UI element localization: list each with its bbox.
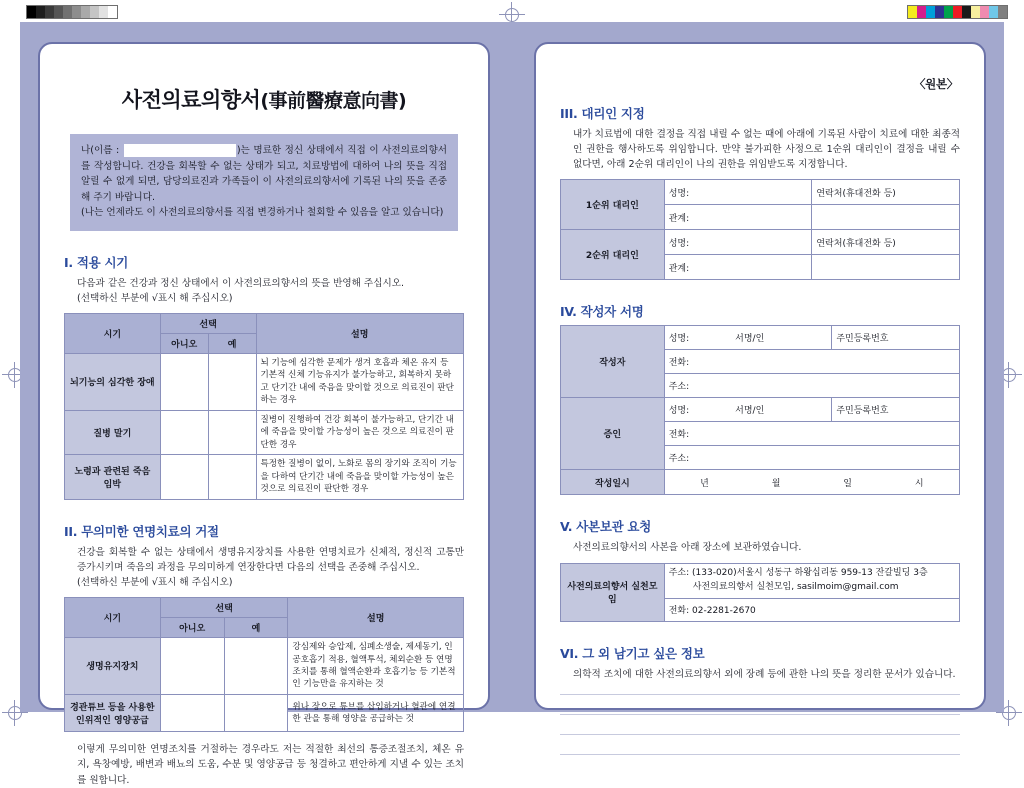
section-6-write-lines[interactable] [560,694,960,755]
date-unit-day: 일 [843,478,852,489]
checkbox-cell-no[interactable] [160,353,208,410]
row-label: 뇌기능의 심각한 장애 [65,353,161,410]
witness-signature-label: 서명/인 [735,406,765,417]
col-header-choice: 선택 [160,313,256,333]
table-row [561,326,960,350]
row-description: 특정한 질병이 없이, 노화로 몸의 장기와 조직이 기능을 다하여 단기간 내에 죽음을 맞이할 가능성이 높은 것으로 의료진이 판단한 경우 [256,455,464,499]
writer-signature-label: 서명/인 [735,334,765,345]
section-2-note-line-2: (선택하신 부분에 √표시 해 주십시오) [77,576,233,588]
organization-address [664,563,959,598]
section-6-note: 의학적 조치에 대한 사전의료의향서 외에 장례 등에 관한 나의 뜻을 정리한 문서가 있습니다. [573,668,956,680]
table-row [65,455,464,499]
grayscale-step-wedge [26,5,118,19]
organization-phone: 전화: 02-2281-2670 [664,598,959,621]
writer-address-field[interactable]: 주소: [664,374,959,398]
declaration-prefix: 나(이름 : [81,145,123,156]
row-label-proxy-2: 2순위 대리인 [561,230,665,280]
proxy-1-relation-field[interactable]: 관계: [664,205,812,230]
color-patch [989,6,998,18]
checkbox-cell-yes[interactable] [208,455,256,499]
table-row [561,398,960,422]
table-row [65,353,464,410]
color-control-bar [907,5,1008,19]
table-row [561,180,960,205]
right-page-card [534,42,986,710]
writer-phone-field[interactable]: 전화: [664,350,959,374]
col-header-description: 설명 [256,313,464,353]
wedge-step [90,6,99,18]
col-header-time: 시기 [65,313,161,353]
table-row [65,410,464,454]
witness-phone-field[interactable]: 전화: [664,422,959,446]
col-header-time: 시기 [65,597,161,637]
row-label: 경관튜브 등을 사용한 인위적인 영양공급 [65,694,161,731]
section-2-note-line-1: 건강을 회복할 수 없는 상태에서 생명유지장치를 사용한 연명치료가 신체적, 정신적 고통만 증가시키며 죽음의 과정을 무의미하게 연장한다면 다음의 선택을 존중해 주십시오. [77,546,464,573]
color-patch [953,6,962,18]
checkbox-cell-yes[interactable] [208,353,256,410]
section-1-note-line-1: 다음과 같은 건강과 정신 상태에서 이 사전의료의향서의 뜻을 반영해 주십시오. [77,277,405,289]
table-row [561,470,960,495]
wedge-step [81,6,90,18]
section-3-table [560,179,960,280]
row-label-writer: 작성자 [561,326,665,398]
organization-label: 사전의료의향서 실천모임 [561,563,665,621]
row-description: 뇌 기능에 심각한 문제가 생겨 호흡과 체온 유지 등 기본적 신체 기능유지가 불가능하고, 회복하지 못하고 단기간 내에 죽음을 맞이할 것으로 의료진이 판단하는 경우 [256,353,464,410]
document-title-korean: 사전의료의향서 [121,88,261,112]
witness-rrn-field[interactable]: 주민등록번호 [832,398,960,422]
row-label: 질병 말기 [65,410,161,454]
section-6-heading: VI. 그 외 남기고 싶은 정보 [560,645,705,661]
proxy-2-relation-field[interactable]: 관계: [664,255,812,280]
address-line-2: 사전의료의향서 실천모임, sasilmoim@gmail.com [692,581,899,592]
col-header-description: 설명 [288,597,464,637]
table-row [561,563,960,598]
original-copy-mark: 〈원본〉 [913,77,958,91]
wedge-step [108,6,117,18]
section-5-table [560,563,960,622]
declaration-box [70,134,458,231]
date-unit-year: 년 [700,478,709,489]
checkbox-cell-yes[interactable] [224,694,288,731]
checkbox-cell-no[interactable] [160,694,224,731]
row-description: 강심제와 승압제, 심폐소생술, 제세동기, 인공호흡기 적용, 혈액투석, 체외순환 등 연명조치를 통해 혈액순환과 호흡기능 등 기본적인 기능만을 유지하는 것 [288,637,464,694]
row-label-witness: 증인 [561,398,665,470]
row-description: 질병이 진행하여 건강 회복이 불가능하고, 단기간 내에 죽음을 맞이할 가능성이 높은 것으로 의료진이 판단한 경우 [256,410,464,454]
color-patch [971,6,980,18]
checkbox-cell-yes[interactable] [224,637,288,694]
wedge-step [99,6,108,18]
checkbox-cell-no[interactable] [160,637,224,694]
color-patch [998,6,1007,18]
col-header-no: 아니오 [160,617,224,637]
wedge-step [63,6,72,18]
col-header-choice: 선택 [160,597,288,617]
section-2-table [64,597,464,732]
proxy-2-contact-value[interactable] [812,255,960,280]
table-row [65,637,464,694]
color-patch [917,6,926,18]
address-line-1: 주소: (133-020)서울시 성동구 하왕십리동 959-13 잔갈빌딩 3층 [668,568,928,579]
wedge-step [36,6,45,18]
writer-name-label: 성명: [668,334,690,345]
col-header-yes: 예 [224,617,288,637]
date-unit-group [669,476,955,489]
writer-name-input[interactable] [124,144,236,157]
writer-name-field[interactable] [664,326,832,350]
color-patch [962,6,971,18]
section-1-note [77,276,464,306]
color-patch [926,6,935,18]
checkbox-cell-yes[interactable] [208,410,256,454]
col-header-no: 아니오 [160,333,208,353]
table-header-row [65,313,464,333]
proxy-2-contact-field[interactable]: 연락처(휴대전화 등) [812,230,960,255]
proxy-1-name-field[interactable]: 성명: [664,180,812,205]
wedge-step [72,6,81,18]
page-title [64,84,464,114]
blank-write-line[interactable] [560,714,960,715]
proxy-1-contact-field[interactable]: 연락처(휴대전화 등) [812,180,960,205]
section-4-heading: IV. 작성자 서명 [560,304,644,320]
section-2-heading: II. 무의미한 연명치료의 거절 [64,523,219,539]
section-2-note [77,545,464,590]
row-label: 생명유지장치 [65,637,161,694]
section-5-note: 사전의료의향서의 사본을 아래 장소에 보관하였습니다. [573,542,802,554]
row-label: 노령과 관련된 죽음 임박 [65,455,161,499]
date-unit-month: 월 [771,478,781,489]
color-patch [908,6,917,18]
blank-write-line[interactable] [560,734,960,735]
table-row [65,694,464,731]
witness-name-label: 성명: [668,406,690,417]
writer-rrn-field[interactable]: 주민등록번호 [832,326,960,350]
section-1-table [64,313,464,500]
witness-address-field[interactable]: 주소: [664,446,959,470]
color-patch [944,6,953,18]
declaration-parenthetical: (나는 언제라도 이 사전의료의향서를 직접 변경하거나 철회할 수 있음을 알고 있습니다) [81,207,444,219]
proxy-1-contact-value[interactable] [812,205,960,230]
section-1-note-line-2: (선택하신 부분에 √표시 해 주십시오) [77,292,233,304]
row-label-date: 작성일시 [561,470,665,495]
left-page-card [38,42,490,786]
blank-write-line[interactable] [560,754,960,755]
table-row [561,230,960,255]
blank-write-line[interactable] [560,694,960,695]
date-unit-hour: 시 [914,478,924,489]
section-4-table [560,325,960,495]
section-5-heading: V. 사본보관 요청 [560,519,651,535]
document-title-hanja: (事前醫療意向書) [260,90,407,112]
col-header-yes: 예 [208,333,256,353]
table-header-row [65,597,464,617]
witness-name-field[interactable] [664,398,832,422]
wedge-step [45,6,54,18]
row-label-proxy-1: 1순위 대리인 [561,180,665,230]
section-3-note: 내가 치료법에 대한 결정을 직접 내릴 수 없는 때에 아래에 기록된 사람이 치료에 대한 최종적인 권한을 행사하도록 위임합니다. 만약 불가피한 사정으로 1순위 대리인이 결정을 내릴 수 없다면, 아래 2순위 대리인이 나의 권한을 위임받도록 지정합니다. [573,129,960,171]
row-description: 위나 장으로 튜브를 삽입하거나 혈관에 연결한 관을 통해 영양을 공급하는 것 [288,694,464,731]
checkbox-cell-no[interactable] [160,455,208,499]
color-patch [935,6,944,18]
section-2-trailing-note: 이렇게 무의미한 연명조치를 거절하는 경우라도 저는 적절한 최선의 통증조절조치, 체온 유지, 욕창예방, 배변과 배뇨의 도움, 수분 및 영양공급 등 청결하고 편안하게 지낼 수 있는 조치를 원합니다. [77,743,464,786]
proxy-2-name-field[interactable]: 성명: [664,230,812,255]
section-3-heading: III. 대리인 지정 [560,106,645,121]
section-1-heading: I. 적용 시기 [64,254,129,270]
declaration-suffix: )는 명료한 정신 상태에서 직접 이 사전의료의향서를 작성합니다. 건강을 회복할 수 없는 상태가 되고, 치료방법에 대하여 나의 뜻을 직접 알릴 수 없게 되면, 담당의료진과 가족들이 이 사전의료의향서에 기록된 나의 뜻을 존중해 주기 바랍니다. [81,145,447,203]
checkbox-cell-no[interactable] [160,410,208,454]
date-entry-cell[interactable] [664,470,959,495]
wedge-step [27,6,36,18]
color-patch [980,6,989,18]
wedge-step [54,6,63,18]
